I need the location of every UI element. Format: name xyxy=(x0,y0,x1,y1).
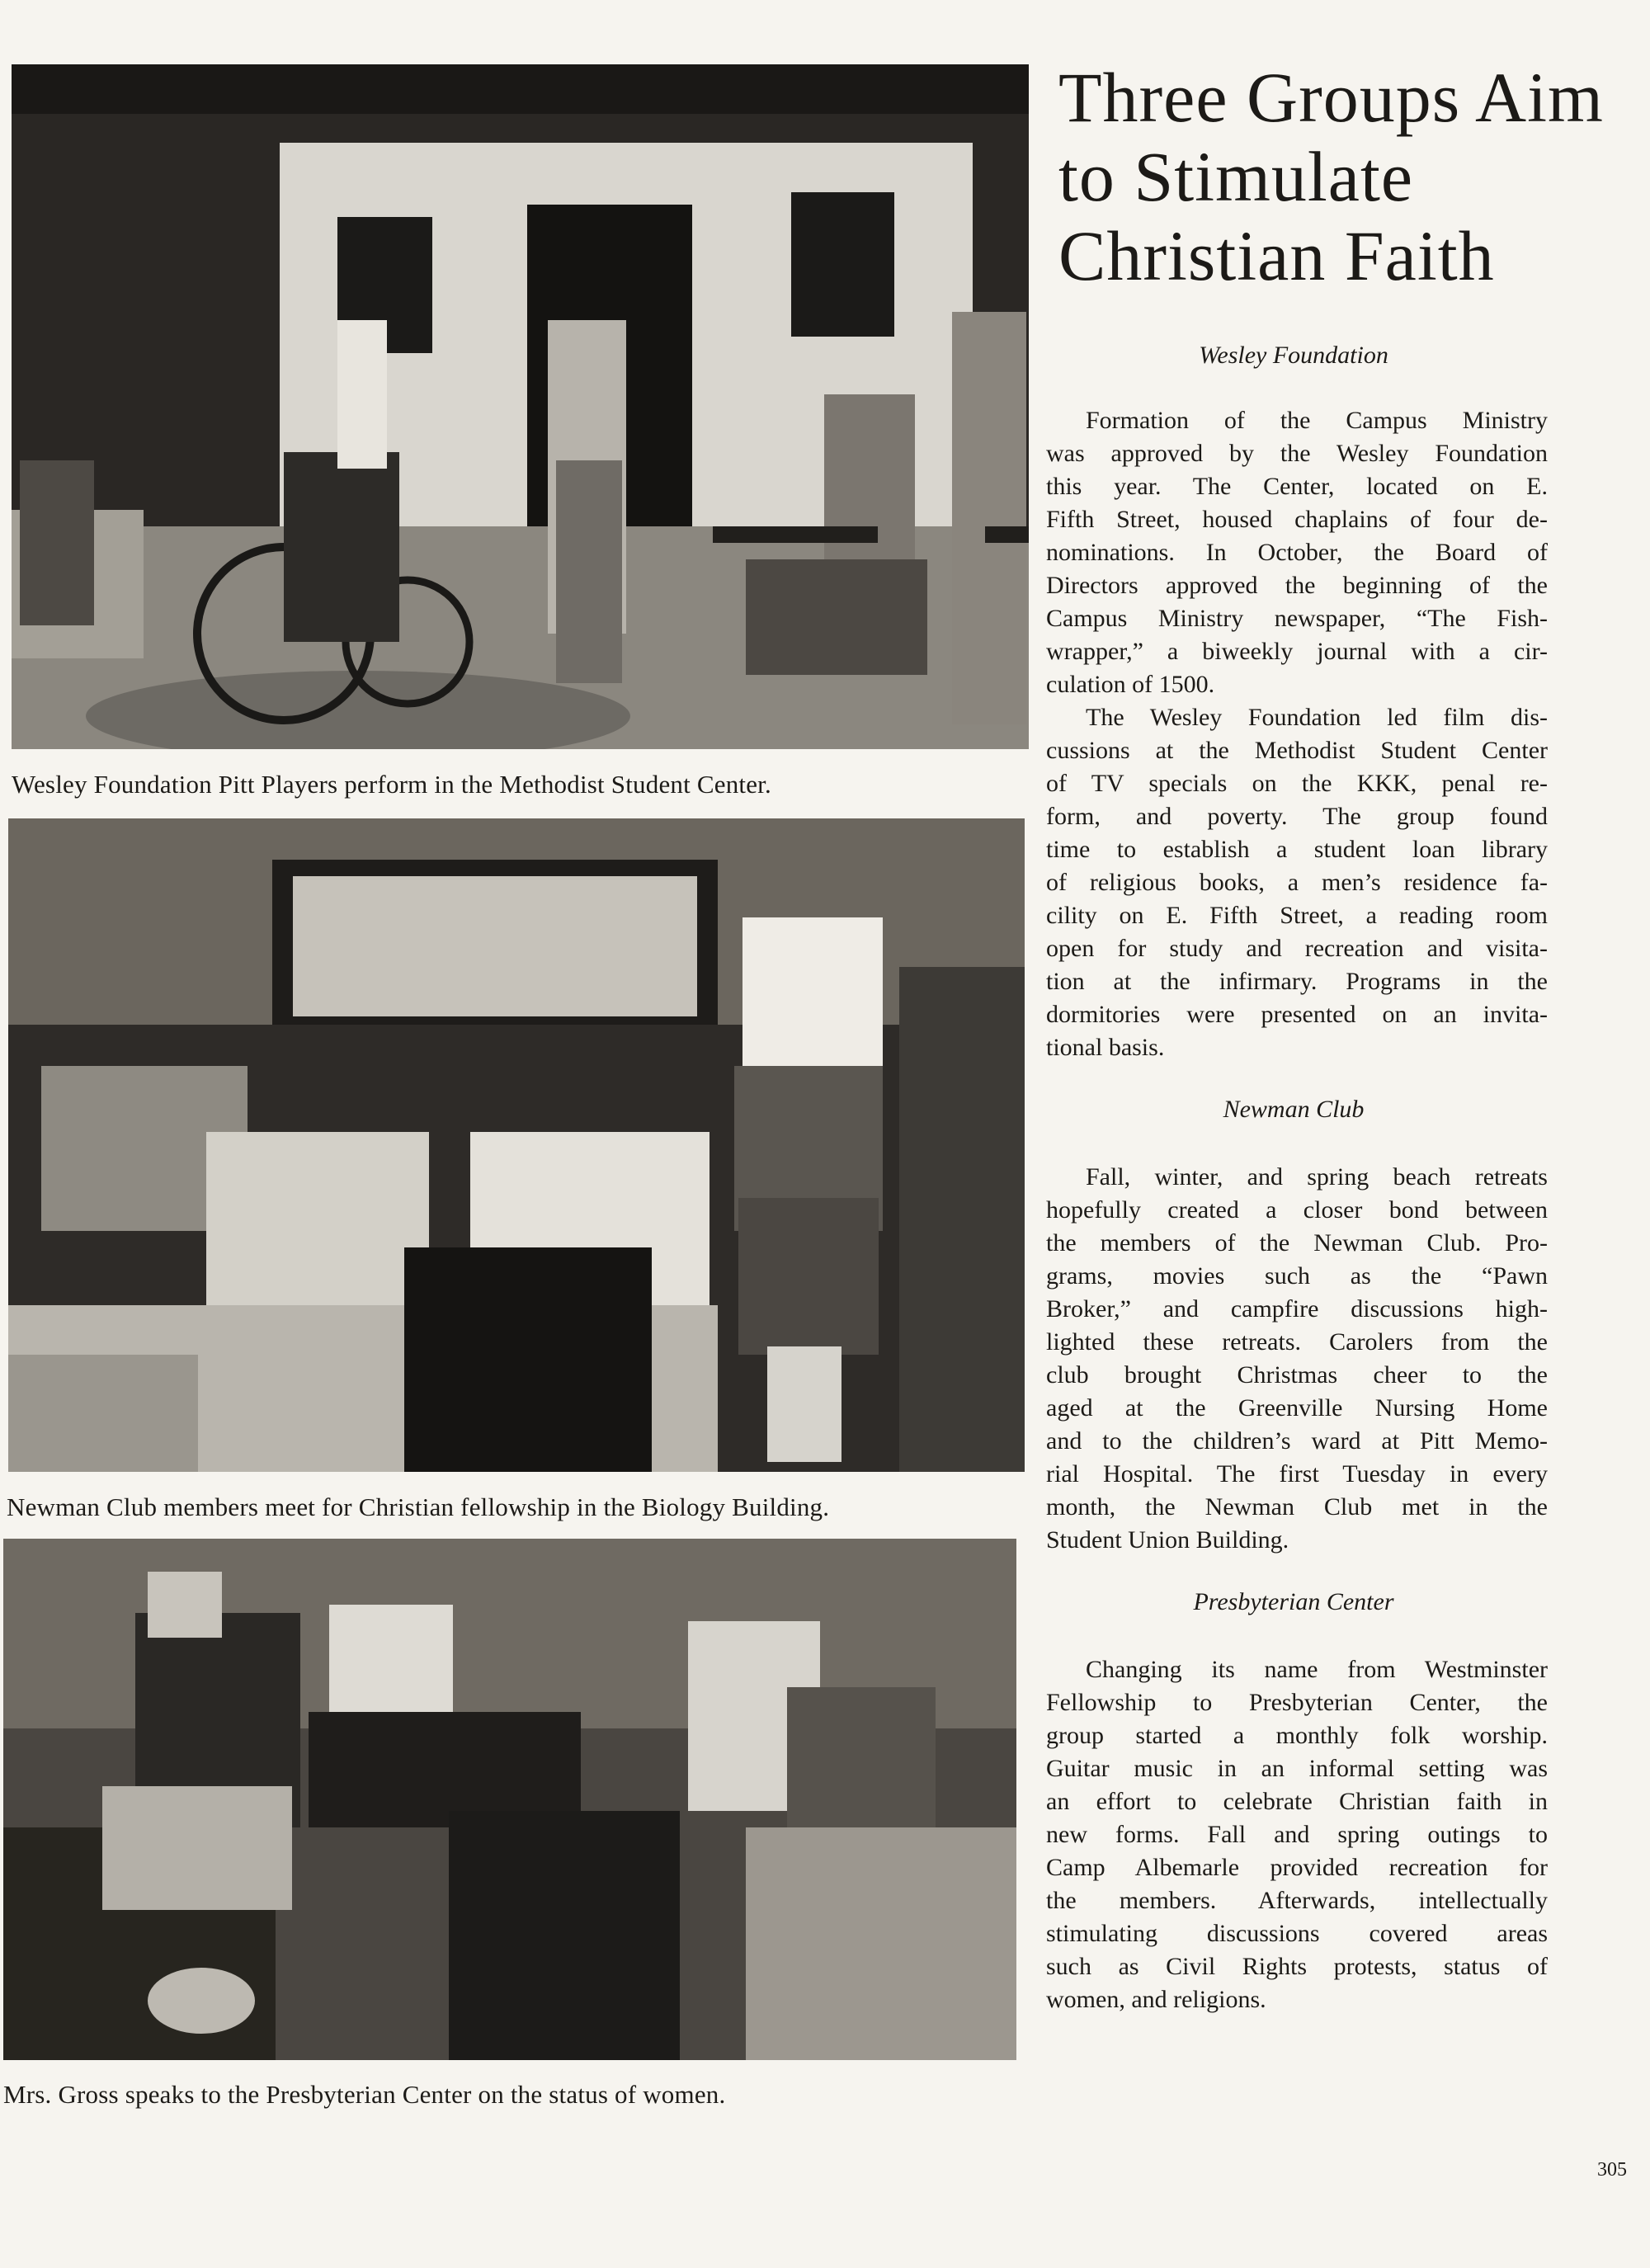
text-line: women, and religions. xyxy=(1046,1986,1266,2013)
text-line: month, the Newman Club met in the xyxy=(1046,1493,1548,1521)
text-line: this year. The Center, located on E. xyxy=(1046,473,1548,500)
text-line: nominations. In October, the Board of xyxy=(1046,539,1548,566)
text-line: hopefully created a closer bond between xyxy=(1046,1196,1548,1224)
title-line: Christian Faith xyxy=(1058,216,1495,295)
text-line: new forms. Fall and spring outings to xyxy=(1046,1821,1548,1848)
text-line: Directors approved the beginning of the xyxy=(1046,572,1548,599)
photo-caption-seminar: Mrs. Gross speaks to the Presbyterian Center on the status of women. xyxy=(3,2080,726,2109)
text-line: cussions at the Methodist Student Center xyxy=(1046,737,1548,764)
photo-seminar xyxy=(3,1539,1016,2060)
text-line: Fellowship to Presbyterian Center, the xyxy=(1046,1689,1548,1716)
section-heading-wesley: Wesley Foundation xyxy=(1199,342,1388,369)
title-line: Three Groups Aim xyxy=(1058,58,1604,137)
title-line: to Stimulate xyxy=(1058,137,1414,216)
page-number: 305 xyxy=(1597,2159,1627,2181)
photo-classroom xyxy=(8,818,1025,1472)
text-line: grams, movies such as the “Pawn xyxy=(1046,1262,1548,1290)
paragraph-presbyterian xyxy=(1046,1653,1548,2016)
paragraph-wesley-1 xyxy=(1046,404,1548,701)
text-line: culation of 1500. xyxy=(1046,671,1215,698)
text-line: and to the children’s ward at Pitt Memo- xyxy=(1046,1427,1548,1455)
photo-stage-play xyxy=(12,64,1029,749)
text-line: Student Union Building. xyxy=(1046,1526,1289,1554)
text-line: an effort to celebrate Christian faith in xyxy=(1046,1788,1548,1815)
text-line: The Wesley Foundation led film dis- xyxy=(1086,704,1548,731)
paragraph-wesley-2 xyxy=(1046,701,1548,1064)
text-line: wrapper,” a biweekly journal with a cir- xyxy=(1046,638,1548,665)
text-line: Changing its name from Westminster xyxy=(1086,1656,1548,1683)
text-line: group started a monthly folk worship. xyxy=(1046,1722,1548,1749)
text-line: Fall, winter, and spring beach retreats xyxy=(1086,1163,1548,1191)
text-line: Camp Albemarle provided recreation for xyxy=(1046,1854,1548,1881)
text-line: dormitories were presented on an invita- xyxy=(1046,1001,1548,1028)
text-line: time to establish a student loan library xyxy=(1046,836,1548,863)
text-line: tional basis. xyxy=(1046,1034,1165,1061)
page-title xyxy=(1058,58,1628,295)
text-line: rial Hospital. The first Tuesday in every xyxy=(1046,1460,1548,1488)
text-line: lighted these retreats. Carolers from the xyxy=(1046,1328,1548,1356)
text-line: Fifth Street, housed chaplains of four de- xyxy=(1046,506,1548,533)
section-heading-presbyterian: Presbyterian Center xyxy=(1193,1588,1394,1615)
text-line: Formation of the Campus Ministry xyxy=(1086,407,1548,434)
text-line: aged at the Greenville Nursing Home xyxy=(1046,1394,1548,1422)
text-line: the members. Afterwards, intellectually xyxy=(1046,1887,1548,1914)
section-heading-newman: Newman Club xyxy=(1223,1096,1365,1123)
text-line: of religious books, a men’s residence fa- xyxy=(1046,869,1548,896)
text-line: open for study and recreation and visita- xyxy=(1046,935,1548,962)
text-line: cility on E. Fifth Street, a reading room xyxy=(1046,902,1548,929)
text-line: Campus Ministry newspaper, “The Fish- xyxy=(1046,605,1548,632)
text-line: tion at the infirmary. Programs in the xyxy=(1046,968,1548,995)
text-line: such as Civil Rights protests, status of xyxy=(1046,1953,1548,1980)
text-line: Broker,” and campfire discussions high- xyxy=(1046,1295,1548,1323)
text-line: the members of the Newman Club. Pro- xyxy=(1046,1229,1548,1257)
text-line: was approved by the Wesley Foundation xyxy=(1046,440,1548,467)
text-line: Guitar music in an informal setting was xyxy=(1046,1755,1548,1782)
text-line: form, and poverty. The group found xyxy=(1046,803,1548,830)
text-line: club brought Christmas cheer to the xyxy=(1046,1361,1548,1389)
text-line: stimulating discussions covered areas xyxy=(1046,1920,1548,1947)
photo-caption-classroom: Newman Club members meet for Christian fellowship in the Biology Building. xyxy=(7,1492,830,1521)
text-line: of TV specials on the KKK, penal re- xyxy=(1046,770,1548,797)
paragraph-newman xyxy=(1046,1161,1548,1557)
photo-caption-stage: Wesley Foundation Pitt Players perform in the Methodist Student Center. xyxy=(12,770,771,799)
